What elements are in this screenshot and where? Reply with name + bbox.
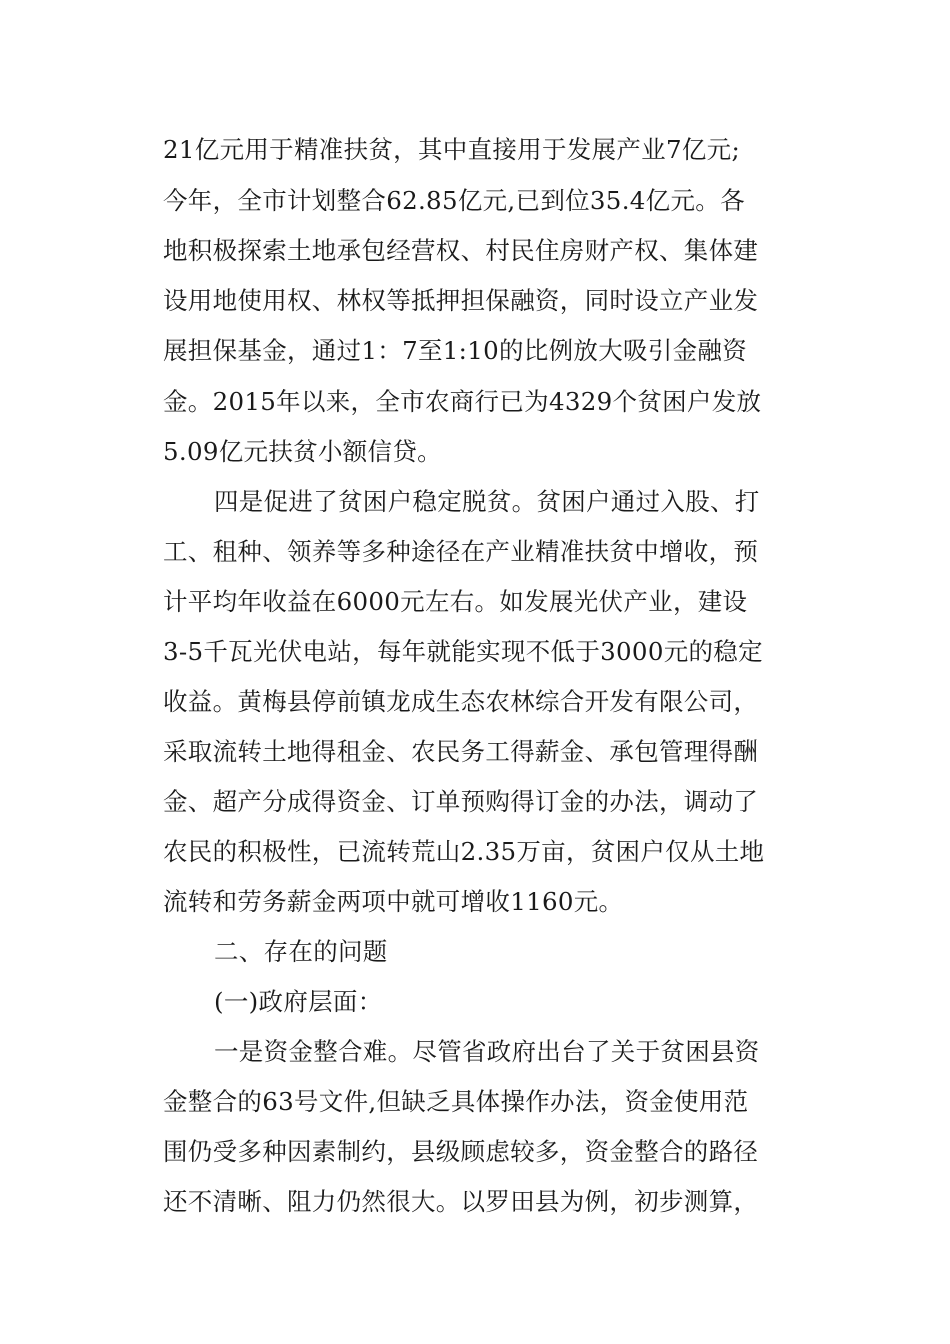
paragraph-line: 还不清晰、阻力仍然很大。以罗田县为例，初步测算， <box>163 1187 759 1216</box>
subsection-heading: (一)政府层面： <box>214 987 383 1016</box>
paragraph-line: 金、超产分成得资金、订单预购得订金的办法，调动了 <box>163 787 759 816</box>
paragraph-line: 地积极探索土地承包经营权、村民住房财产权、集体建 <box>163 236 759 265</box>
paragraph-first-line: 一是资金整合难。尽管省政府出台了关于贫困县资 <box>214 1037 760 1066</box>
paragraph-line: 计平均年收益在6000元左右。如发展光伏产业，建设 <box>163 587 748 616</box>
paragraph-line: 展担保基金，通过1：7至1:10的比例放大吸引金融资 <box>163 336 747 365</box>
paragraph-line: 工、租种、领养等多种途径在产业精准扶贫中增收，预 <box>163 537 759 566</box>
paragraph-line: 金。2015年以来，全市农商行已为4329个贫困户发放 <box>163 387 762 416</box>
paragraph-line: 收益。黄梅县停前镇龙成生态农林综合开发有限公司， <box>163 687 759 716</box>
paragraph-line: 金整合的63号文件,但缺乏具体操作办法，资金使用范 <box>163 1087 749 1116</box>
paragraph-first-line: 四是促进了贫困户稳定脱贫。贫困户通过入股、打 <box>214 487 760 516</box>
paragraph-line: 今年，全市计划整合62.85亿元,已到位35.4亿元。各 <box>163 186 745 215</box>
paragraph-line: 21亿元用于精准扶贫，其中直接用于发展产业7亿元; <box>163 135 741 164</box>
paragraph-line: 围仍受多种因素制约，县级顾虑较多，资金整合的路径 <box>163 1137 759 1166</box>
paragraph-line: 农民的积极性，已流转荒山2.35万亩，贫困户仅从土地 <box>163 837 765 866</box>
paragraph-line: 设用地使用权、林权等抵押担保融资，同时设立产业发 <box>163 286 759 315</box>
paragraph-line: 5.09亿元扶贫小额信贷。 <box>163 437 442 466</box>
paragraph-line: 采取流转土地得租金、农民务工得薪金、承包管理得酬 <box>163 737 759 766</box>
paragraph-line: 流转和劳务薪金两项中就可增收1160元。 <box>163 887 624 916</box>
paragraph-line: 3-5千瓦光伏电站，每年就能实现不低于3000元的稳定 <box>163 637 763 666</box>
section-heading: 二、存在的问题 <box>214 937 388 966</box>
